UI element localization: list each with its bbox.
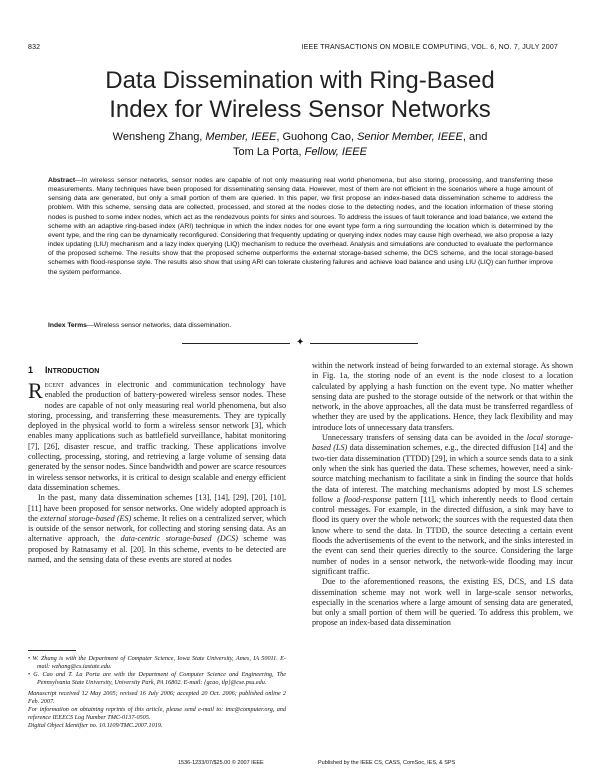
page-number: 832 [28,44,41,51]
author-3-title: Fellow, IEEE [304,146,367,158]
intro-paragraph-1 [28,380,286,493]
separator-rule-left [182,343,290,344]
abstract-label: Abstract [48,177,76,184]
author-line-2 [0,145,600,160]
right-text-2a: Unnecessary transfers of sensing data can be avoided in the [322,433,527,443]
index-terms [48,322,553,329]
section-title-rest: NTRODUCTION [47,368,100,375]
abstract [48,176,553,277]
title-line-1: Data Dissemination with Ring-Based [105,67,495,94]
intro-text-1: advances in electronic and communication technology have enabled the production of battery-powered wireless sensor nodes. These nodes are capable of not only measuring real world phenomena, but also storing, processing, and transferring these measurements. They are typically deployed in the physical world to form a wireless sensor network [3], which enables many applications such as battlefield surveillance, habitat monitoring [7], [26], disaster rescue, and traffic tracking. These applications involve collecting, processing, storing, and retrieving a large volume of sensing data generated by the sensor nodes. Since bandwidth and power are scarce resources in wireless sensor networks, it is critical to design scalable and energy efficient data dissemination schemes. [28,380,287,492]
right-term-ls: local storage-based (LS) [312,433,573,453]
section-number: 1 [28,365,34,375]
right-paragraph-3: Due to the aforementioned reasons, the existing ES, DCS, and LS data dissemination scheme may not work well in large-scale sensor networks, especially in the scenarios where a large amount of sensing data are generated, but only a small portion of them will be queried. To address this problem, we propose an index-based data dissemination [312,577,573,628]
author-2-title: Senior Member, IEEE [357,131,463,143]
separator-diamond-icon: ✦ [296,337,305,348]
index-terms-text: —Wireless sensor networks, data dissemination. [86,322,232,329]
right-text-2b: data dissemination schemes, e.g., the directed diffusion [14] and the two-tier data dissemination (TTDD) [29], in which a source sends data to a sink only when the sink has queried the data. These schemes, however, need a sink-source matching mechanism to facilitate a sink in finding the source that holds the data of interest. The matching mechanisms adopted by most LS schemes follow a [312,443,573,504]
author-and: , and [462,131,488,143]
author-line-1 [0,130,600,145]
paper-title [0,66,600,124]
abstract-text: —In wireless sensor networks, sensor nodes are capable of not only measuring real world phenomena, but also storing, processing, and transferring these measurements. Many techniques have been proposed for disseminating sensing data. However, most of them are not efficient in the scenarios where a huge amount of sensing data are generated, but only a small portion of them are queried. In this paper, we first propose an index-based data dissemination scheme to address the problem. With this scheme, sensing data are collected, processed, and stored at the nodes close to the detecting nodes, and the location information of these storing nodes is pushed to some index nodes, which act as the rendezvous points for sinks and sources. To address the issues of fault tolerance and load balance, we extend the scheme with an adaptive ring-based index (ARI) technique in which the index nodes for one event type form a ring surrounding the location which is determined by the event type, and the ring can be dynamically reconfigured. Considering that frequently updating or querying index nodes may cause high overhead, we also propose a lazy index updating (LIU) mechanism and a lazy index querying (LIQ) mechanism to reduce the overhead. Analysis and simulations are conducted to evaluate the performance of the proposed scheme. The results show that the proposed scheme outperforms the external storage-based scheme, the DCS scheme, and the local storage-based schemes with flood-response style. The results also show that using ARI can tolerate clustering failures and achieve load balance and using LIU (LIQ) can further improve the system performance. [48,177,553,276]
right-column [312,361,573,629]
footnote-doi: Digital Object Identifier no. 10.1109/TMC.2007.1019. [28,722,163,729]
right-text-2c: pattern [11], which inherently needs to flood certain control messages. For example, in the directed diffusion, a sink may have to flood its query over the whole network; the sources with the requested data then know where to send the data. In TTDD, the source detecting a certain event floods the advertisements of the event to the network, and the sinks interested in the event can send their queries directly to the source. Considering the large number of nodes in a sensor network, the network-wide flooding may incur significant traffic. [312,494,573,576]
intro-paragraph-2 [28,493,286,565]
footer-copyright: 1536-1233/07/$25.00 © 2007 IEEE [178,760,264,766]
title-line-2: Index for Wireless Sensor Networks [109,96,491,123]
footnotes [28,655,286,730]
drop-cap: R [28,378,43,403]
intro-term-es: external storage-based (ES) [40,513,132,523]
right-term-flood: flood-response [343,494,392,504]
separator-rule-right [310,343,418,344]
section-title-first: I [45,365,48,375]
author-2-name: , Guohong Cao, [276,131,358,143]
footnote-affiliation-1: • W. Zhang is with the Department of Computer Science, Iowa State University, Ames, IA 50011. E-mail: wzhang@cs.iastate.edu. [28,655,286,670]
footnote-reprints: For information on obtaining reprints of this article, please send e-mail to: tmc@computer.org, and reference IEEECS Log Number TMC-0137-0505. [28,706,286,721]
author-1-name: Wensheng Zhang, [112,131,206,143]
left-column [28,380,286,565]
index-terms-label: Index Terms [48,322,87,329]
author-block [0,130,600,160]
footnote-affiliation-2: • G. Cao and T. La Porta are with the Department of Computer Science and Engineering, The Pennsylvania State University, University Park, PA 16802. E-mail: {gcao, tlp}@cse.psu.edu. [28,671,286,686]
section-heading [28,365,99,375]
intro-text-2a: In the past, many data dissemination schemes [13], [14], [29], [20], [10], [11] have been proposed for sensor networks. One widely adopted approach is the [28,493,286,523]
journal-header: IEEE TRANSACTIONS ON MOBILE COMPUTING, VOL. 6, NO. 7, JULY 2007 [301,44,558,51]
intro-text-2c: scheme was proposed by Ratnasamy et al. [20]. In this scheme, events to be detected are named, and the sensing data of these events are stored at nodes [28,534,286,565]
footer-publisher: Published by the IEEE CS, CASS, ComSoc, IES, & SPS [318,760,456,766]
intro-text-2b: scheme. It relies on a centralized server, which is outside of the sensor network, for collecting and storing sensing data. As an alternative approach, the [28,513,286,544]
footnote-rule [28,650,76,651]
intro-smallcaps: ecent [44,380,65,389]
right-paragraph-2 [312,433,573,577]
right-paragraph-1: within the network instead of being forwarded to an external storage. As shown in Fig. 1a, the storing node of an event is the node closest to a location calculated by applying a hash function on the event type. No matter whether sensing data are pushed to the storage outside of the network or that within the network, in the above approaches, all the data must be transferred regardless of whether they are used by the applications. Hence, they lack flexibility and may introduce lots of unnecessary data transfers. [312,361,573,432]
intro-term-dcs: data-centric storage-based (DCS) [120,534,238,544]
author-3-name: Tom La Porta, [233,146,305,158]
author-1-title: Member, IEEE [205,131,277,143]
footnote-manuscript: Manuscript received 12 May 2005; revised 16 July 2006; accepted 20 Oct. 2006; published online 2 Feb. 2007. [28,690,286,705]
